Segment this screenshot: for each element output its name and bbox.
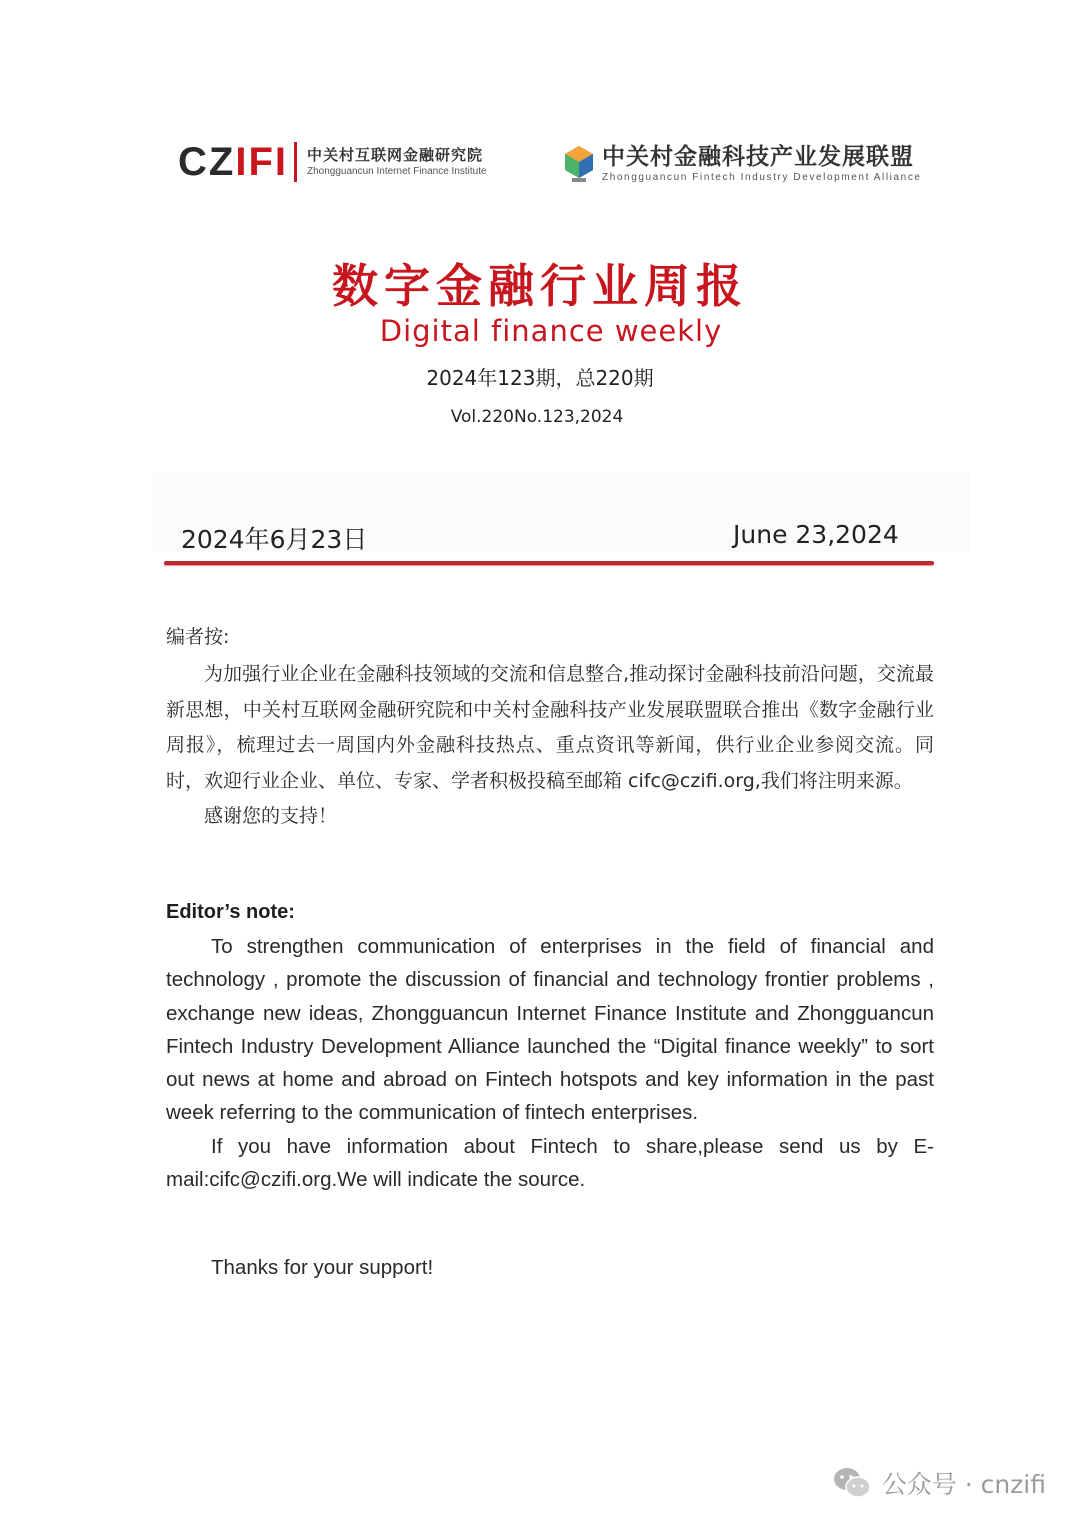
czifi-logo: [178, 140, 487, 184]
en-note-heading: Editor’s note:: [166, 901, 295, 923]
date-en: June 23,2024: [733, 520, 899, 549]
czifi-logo-divider: [294, 142, 297, 182]
cn-note-body: [166, 657, 934, 835]
date-cn: 2024年6月23日: [181, 525, 368, 554]
cn-note-paragraph: 为加强行业企业在金融科技领域的交流和信息整合,推动探讨金融科技前沿问题，交流最新思想，中关村互联网金融研究院和中关村金融科技产业发展联盟联合推出《数字金融行业周报》，梳理过去一周国内外金融科技热点、重点资讯等新闻，供行业企业参阅交流。同时，欢迎行业企业、单位、专家、学者积极投稿至邮箱 cifc@czifi.org,我们将注明来源。: [166, 663, 934, 792]
date-divider: [164, 561, 934, 565]
watermark: [832, 1465, 1046, 1501]
en-note-paragraph-2: If you have information about Fintech to share,please send us by E-mail:cifc@czifi.org.We will indicate the source.: [166, 1134, 934, 1192]
alliance-logo: [562, 140, 922, 188]
title-cn: 数字金融行业周报: [332, 259, 748, 313]
czifi-name-cn: 中关村互联网金融研究院: [307, 146, 484, 164]
czifi-mark-right: IFI: [235, 140, 288, 184]
wechat-icon: [832, 1466, 872, 1500]
en-note-body: [166, 930, 934, 1196]
title-en: Digital finance weekly: [379, 314, 723, 348]
cn-note-thanks: 感谢您的支持！: [204, 805, 338, 827]
volume-number: Vol.220No.123,2024: [450, 407, 624, 427]
en-note-thanks: Thanks for your support!: [211, 1256, 434, 1279]
cn-note-heading: 编者按:: [166, 626, 230, 648]
czifi-logo-mark: [178, 140, 288, 184]
alliance-name-cn: 中关村金融科技产业发展联盟: [602, 144, 914, 170]
alliance-name-en: Zhongguancun Fintech Industry Development Alliance: [602, 172, 922, 183]
czifi-name-en: Zhongguancun Internet Finance Institute: [307, 166, 487, 177]
alliance-emblem-icon: [562, 144, 596, 184]
en-note-paragraph-1: To strengthen communication of enterprises in the field of financial and technology , promote the discussion of financial and technology frontier problems , exchange new ideas, Zhongguancun Internet Finance Institute and Zhongguancun Fintech Industry Development Alliance launched the “Digital finance weekly” to sort out news at home and abroad on Fintech hotspots and key information in the past week referring to the communication of fintech enterprises.: [166, 935, 934, 1125]
issue-number: 2024年123期，总220期: [426, 366, 654, 390]
czifi-mark-left: CZ: [178, 140, 236, 184]
watermark-text: 公众号 · cnzifi: [881, 1470, 1046, 1499]
